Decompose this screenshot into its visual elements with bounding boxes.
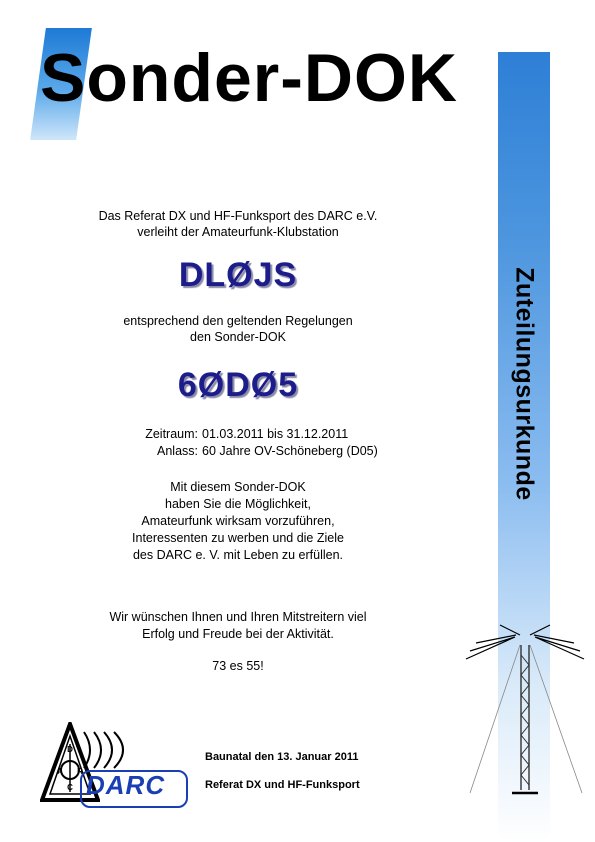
rules-line-2: den Sonder-DOK — [190, 330, 286, 344]
dok-code: 6ØDØ5 — [177, 366, 299, 404]
side-banner-label: Zuteilungsurkunde — [510, 267, 539, 501]
svg-text:C: C — [67, 783, 73, 792]
wishes-line-1: Wir wünschen Ihnen und Ihren Mitstreitern viel — [109, 610, 367, 624]
station-callsign: DLØJS — [178, 256, 298, 294]
svg-text:A: A — [57, 767, 63, 776]
antenna-tower-icon — [460, 615, 590, 800]
radio-waves-icon — [80, 728, 140, 772]
message-line-4: Interessenten zu werben und die Ziele — [132, 531, 344, 545]
intro-line-1: Das Referat DX und HF-Funksport des DARC e.V. — [98, 209, 378, 223]
darc-wordmark: DARC — [86, 770, 166, 800]
page-title: Sonder-DOK — [40, 40, 458, 116]
greeting: 73 es 55! — [212, 659, 264, 673]
message-line-3: Amateurfunk wirksam vorzuführen, — [141, 514, 335, 528]
department: Referat DX und HF-Funksport — [205, 779, 360, 791]
place-date: Baunatal den 13. Januar 2011 — [205, 751, 359, 763]
details-values — [202, 426, 378, 460]
svg-text:R: R — [77, 767, 83, 776]
rules-line-1: entsprechend den geltenden Regelungen — [123, 314, 353, 328]
occasion-value: 60 Jahre OV-Schöneberg (D05) — [202, 444, 378, 458]
intro-line-2: verleiht der Amateurfunk-Klubstation — [137, 225, 339, 239]
message-line-1: Mit diesem Sonder-DOK — [170, 480, 306, 494]
message-line-5: des DARC e. V. mit Leben zu erfüllen. — [132, 548, 344, 562]
details-labels — [100, 426, 198, 460]
period-value: 01.03.2011 bis 31.12.2011 — [202, 427, 349, 441]
svg-text:D: D — [67, 745, 73, 754]
occasion-label: Anlass: — [157, 444, 198, 458]
message-line-2: haben Sie die Möglichkeit, — [165, 497, 311, 511]
wishes-line-2: Erfolg und Freude bei der Aktivität. — [142, 627, 334, 641]
period-label: Zeitraum: — [145, 427, 198, 441]
